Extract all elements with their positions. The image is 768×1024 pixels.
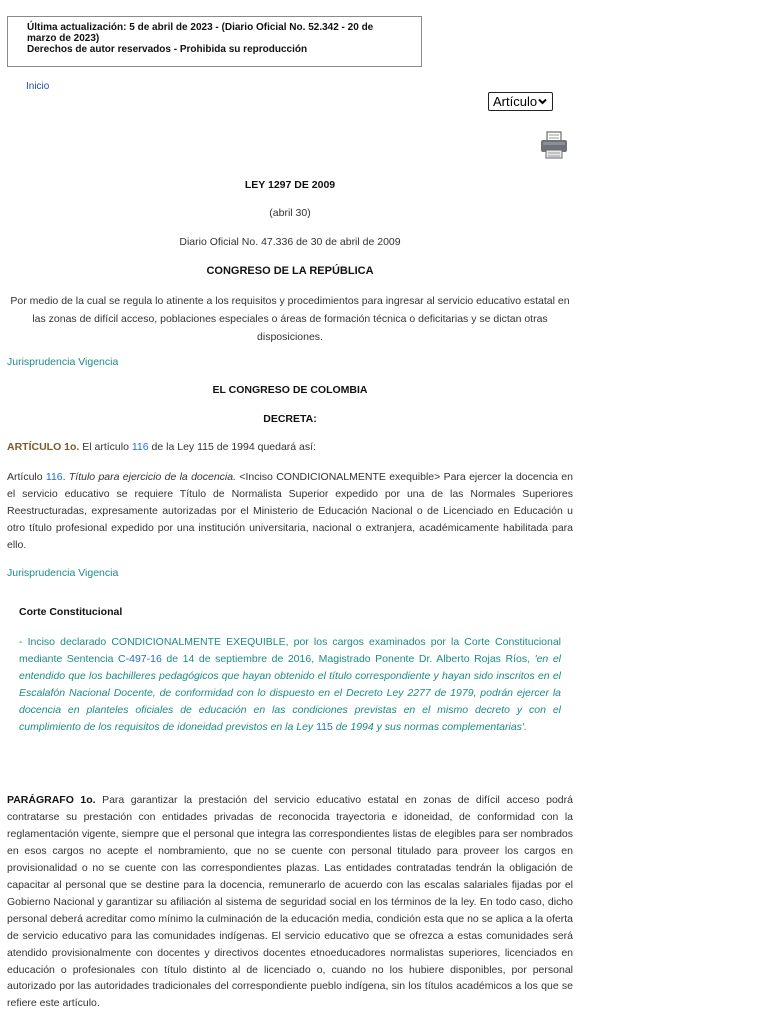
chevron-down-icon (537, 96, 548, 107)
corte-note-text: de 14 de septiembre de 2016, Magistrado Ponente Dr. Alberto Rojas Ríos, (161, 652, 535, 665)
article-1-text: El artículo (79, 441, 132, 453)
paragrafo-text: Para garantizar la prestación del servicio educativo estatal en zonas de difícil acceso podrá contratarse su prestación con entidades privadas de reconocida trayectoria e idoneidad, de conformidad con la reglamentación vigente, siempre que el personal que integra las correspondientes listas de elegibles para ser nombrados en esos cargos no acepte el nombramiento, que no se cuente con personal titulado para proveer los cargos en provisionalidad o no se cuente con las correspondientes plazas. Las entidades contratadas tendrán la obligación de capacitar al personal que se destine para la docencia, remunerarlo de acuerdo con las escalas salariales fijadas por el Gobierno Nacional y garantizar su afiliación al sistema de seguridad social en los términos de la ley. En todo caso, dicho personal deberá acreditar como mínimo la culminación de la educación media, condición esta que no se aplica a la oferta de servicio educativo para las comunidades indígenas. El servicio educativo que se ofrezca a estas comunidades será atendido provisionalmente con docentes y directivos docentes etnoeducadores normalistas superiores, licenciados en educación o profesionales con título distinto al de licenciado o, cuando no los hubiere disponibles, por personal autorizado por las autoridades tradicionales del correspondiente pueblo indígena, sin los títulos académicos a los que se refiere este artículo. (7, 794, 573, 1010)
update-notice-line: Última actualización: 5 de abril de 2023 - (Diario Oficial No. 52.342 - 20 de (27, 22, 374, 33)
article-1 (7, 440, 573, 455)
corte-note (19, 634, 561, 735)
article-116-body: Artículo 116. Título para ejercicio de la docencia. <Inciso CONDICIONALMENTE exequible> Para ejercer la docencia en el servicio educativo se requiere Título de Normalista Superior expedido por una de las Normales Superiores Reestructuradas, expresamente autorizadas por el Ministerio de Educación Nacional o de Licenciado en Educación u otro título profesional expedido por una institución universitaria, nacional o extranjera, académicamente habilitada para ello. (7, 471, 573, 551)
article-1-text-end: de la Ley 115 de 1994 quedará así: (148, 441, 316, 453)
congress-title: CONGRESO DE LA REPÚBLICA (206, 265, 374, 277)
update-notice-line: marzo de 2023) (27, 33, 100, 44)
corte-quote-end: de 1994 y sus normas complementarias'. (332, 720, 527, 733)
corte-title: Corte Constitucional (19, 606, 123, 618)
corte-quote: 'en el entendido que los bachilleres pedagógicos que hayan obtenido el título correspondiente y hayan sido inscritos en el Escalafón Nacional Docente, de conformidad con lo dispuesto en el Decreto Ley 2277 de 1979, podrán ejercer la docencia en planteles oficiales de educación en las condiciones previstas en el mismo decreto y con el cumplimiento de los requisitos de idoneidad previstos en la Ley (19, 652, 561, 733)
sentencia-link[interactable]: C-497-16 (118, 652, 162, 665)
jurisprudencia-link[interactable]: Jurisprudencia Vigencia (7, 567, 119, 579)
law-date: (abril 30) (269, 207, 311, 219)
article-1-label: ARTÍCULO 1o. (7, 441, 80, 453)
law-summary: Por medio de la cual se regula lo atinente a los requisitos y procedimientos para ingresar al servicio educativo estatal en las zonas de difícil acceso, poblaciones especiales o áreas de formación técnica o deficitarias y se dictan otras disposiciones. (10, 295, 570, 343)
law-title: LEY 1297 DE 2009 (244, 179, 336, 191)
article-116-ref-link[interactable]: 116 (45, 471, 63, 483)
corte-note-text: - Inciso declarado CONDICIONALMENTE EXEQUIBLE, por los cargos examinados por la Corte Constitucional mediante Sentencia (19, 636, 561, 665)
paragrafo-1 (7, 792, 573, 1012)
decreta-heading: DECRETA: (263, 413, 317, 425)
article-select-value: Artículo (493, 94, 538, 109)
article-116-text: <Inciso CONDICIONALMENTE exequible> Para ejercer la docencia en el servicio educativo se requiere Título de Normalista Superior expedido por una de las Normales Superiores Reestructuradas, expresamente autorizadas por el Ministerio de Educación Nacional o de Licenciado en Educación u otro título profesional expedido por una institución universitaria, nacional o extranjera, académicamente habilitada para ello. (7, 471, 573, 551)
ley-115-link[interactable]: 115 (316, 720, 333, 733)
article-116-link[interactable]: 116 (131, 441, 149, 453)
update-notice-box (7, 16, 422, 67)
paragrafo-label: PARÁGRAFO 1o. (7, 794, 96, 806)
copyright-notice: Derechos de autor reservados - Prohibida su reproducción (27, 44, 308, 55)
decree-title: EL CONGRESO DE COLOMBIA (212, 384, 368, 396)
inicio-link[interactable]: Inicio (26, 81, 50, 92)
print-icon[interactable] (540, 131, 568, 159)
article-116-title: Título para ejercicio de la docencia. (68, 471, 237, 483)
diario-oficial: Diario Oficial No. 47.336 de 30 de abril de 2009 (179, 236, 401, 248)
jurisprudencia-link[interactable]: Jurisprudencia Vigencia (7, 356, 119, 368)
article-select[interactable] (488, 92, 553, 111)
article-116-prefix: Artículo (7, 471, 46, 483)
